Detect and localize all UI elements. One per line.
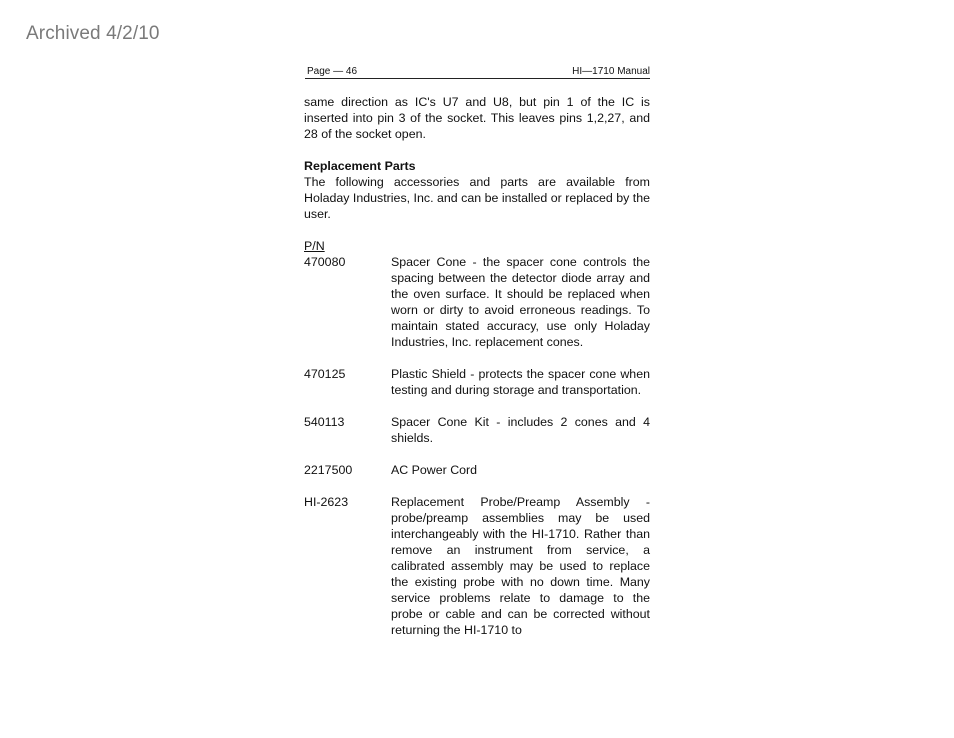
part-description: AC Power Cord [391,463,478,477]
archive-watermark: Archived 4/2/10 [26,23,160,44]
part-number: 540113 [304,415,345,429]
manual-title: HI—1710 Manual [572,66,650,77]
part-entry-540113 [304,414,650,446]
part-number: 470125 [304,367,346,381]
part-entry-2217500 [304,462,650,478]
replacement-parts-heading: Replacement Parts [304,159,416,173]
part-entry-470080 [304,254,650,350]
part-number-heading: P/N [304,239,325,253]
part-number: 470080 [304,255,346,269]
page-header [305,65,650,79]
part-number: 2217500 [304,463,353,477]
part-entry-hi-2623 [304,494,650,638]
intro-paragraph: same direction as IC's U7 and U8, but pin 1 of the IC is inserted into pin 3 of the socket. This leaves pins 1,2,27, and 28 of the socket open. [304,95,650,141]
part-description: Spacer Cone - the spacer cone controls the spacing between the detector diode array and the oven surface. It should be replaced when worn or dirty to avoid erroneous readings. To maintain stated accuracy, use only Holaday Industries, Inc. replacement cones. [391,255,650,349]
replacement-parts-paragraph: The following accessories and parts are available from Holaday Industries, Inc. and can be installed or replaced by the user. [304,175,650,221]
page-content [304,94,650,638]
part-description: Plastic Shield - protects the spacer cone when testing and during storage and transportation. [391,367,650,397]
part-description: Replacement Probe/Preamp Assembly - probe/preamp assemblies may be used interchangeably with the HI-1710. Rather than remove an instrument from service, a calibrated assembly may be used to replace the existing probe with no down time. Many service problems relate to damage to the probe or cable and can be corrected without returning the HI-1710 to [391,495,650,637]
part-number: HI-2623 [304,495,349,509]
part-entry-470125 [304,366,650,398]
page-number: Page — 46 [307,66,358,77]
part-description: Spacer Cone Kit - includes 2 cones and 4 shields. [391,415,650,445]
